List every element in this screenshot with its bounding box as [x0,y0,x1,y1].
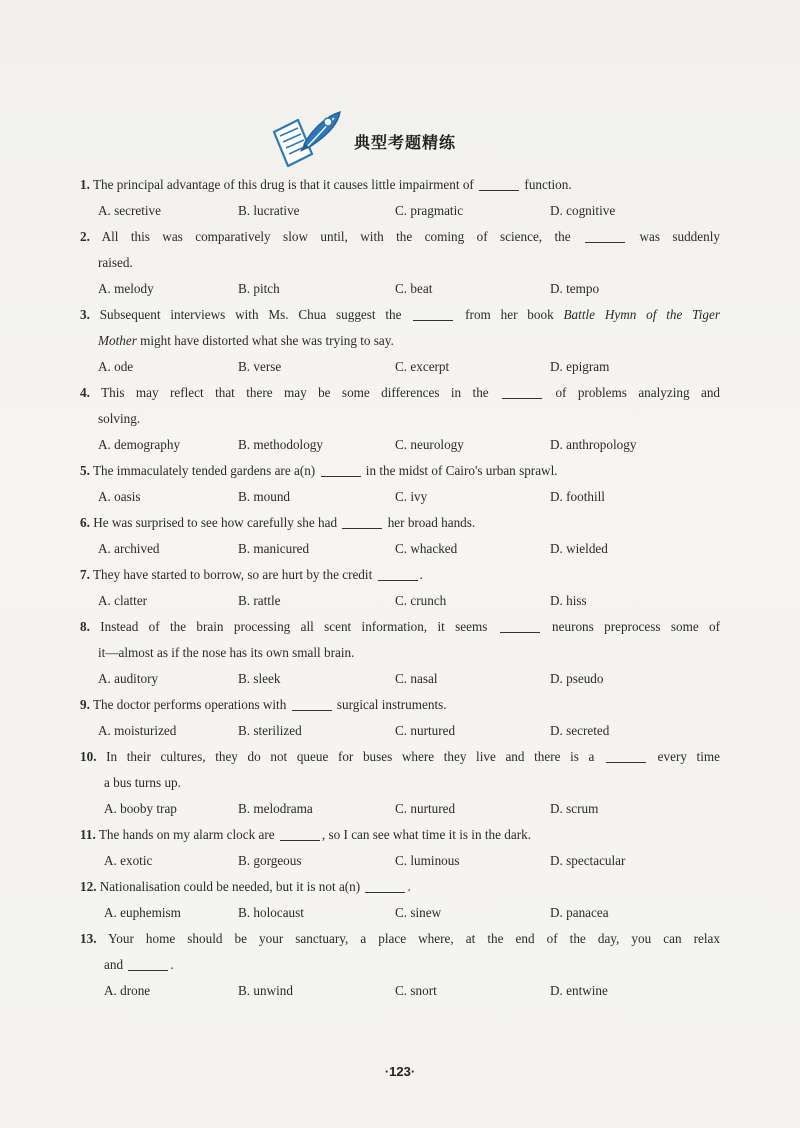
answer-options [80,198,720,224]
option-b: B. unwind [238,983,293,998]
option-b: B. manicured [238,541,310,556]
option-a: A. melody [98,281,154,296]
page-number: ·123· [384,1064,416,1079]
question-list [80,172,720,1004]
option-b: B. mound [238,489,291,504]
option-c: C. sinew [395,905,442,920]
option-a: A. auditory [98,671,159,686]
option-c: C. beat [395,281,433,296]
option-c: C. nurtured [395,723,456,738]
question-text-line [80,510,720,536]
question-text: This may reflect that there may be some differences in the [101,385,501,400]
question-item [80,510,720,562]
option-b: B. lucrative [238,203,300,218]
option-c: C. neurology [395,437,464,452]
option-b: B. sleek [238,671,281,686]
option-a: A. moisturized [98,723,177,738]
option-a: A. archived [98,541,160,556]
answer-blank [413,306,453,321]
option-b: B. holocaust [238,905,304,920]
question-text-line [80,328,720,354]
question-text: function. [521,177,572,192]
option-d: D. hiss [550,593,587,608]
answer-blank [128,956,168,971]
question-text-line [80,406,720,432]
option-d: D. pseudo [550,671,604,686]
question-text: solving. [98,411,141,426]
question-text: raised. [98,255,133,270]
question-text-line [80,250,720,276]
question-text: All this was comparatively slow until, with the coming of science, the [101,229,584,244]
question-number: 10. [80,749,97,764]
question-text-line [80,874,720,900]
option-c: C. luminous [395,853,460,868]
question-text: it—almost as if the nose has its own small brain. [98,645,355,660]
option-d: D. tempo [550,281,600,296]
option-b: B. gorgeous [238,853,302,868]
question-text-line [80,770,720,796]
section-title: 典型考题精练 [354,133,457,152]
answer-options [80,276,720,302]
question-text: from her book [455,307,564,322]
question-number: 4. [80,385,90,400]
question-text: Instead of the brain processing all scent information, it seems [100,619,498,634]
option-c: C. snort [395,983,437,998]
answer-options [80,588,720,614]
option-c: C. whacked [395,541,458,556]
answer-blank [585,228,625,243]
answer-blank [342,514,382,529]
option-b: B. pitch [238,281,280,296]
question-item [80,562,720,614]
option-c: C. nasal [395,671,438,686]
question-item [80,822,720,874]
answer-options [80,484,720,510]
answer-options [80,354,720,380]
question-item [80,224,720,302]
question-text-line [80,640,720,666]
option-c: C. pragmatic [395,203,464,218]
answer-options [80,432,720,458]
book-title-text: Mother [98,333,137,348]
option-d: D. anthropology [550,437,637,452]
answer-options [80,900,720,926]
question-text-line [80,952,720,978]
option-d: D. spectacular [550,853,626,868]
answer-options [80,796,720,822]
question-text: The hands on my alarm clock are [98,827,278,842]
question-text: every time [648,749,720,764]
option-a: A. exotic [104,853,153,868]
question-item [80,302,720,380]
question-text: . [419,567,423,582]
question-number: 3. [80,307,90,322]
question-text: in the midst of Cairo's urban sprawl. [362,463,558,478]
question-text-line [80,172,720,198]
question-text-line [80,224,720,250]
question-item [80,744,720,822]
question-text-line [80,822,720,848]
option-d: D. panacea [550,905,609,920]
option-b: B. melodrama [238,801,313,816]
question-text: He was surprised to see how carefully she had [93,515,341,530]
question-text: surgical instruments. [333,697,447,712]
question-text: a bus turns up. [104,775,181,790]
answer-blank [479,176,519,191]
option-c: C. nurtured [395,801,456,816]
question-number: 13. [80,931,97,946]
question-text-line [80,302,720,328]
question-item [80,874,720,926]
option-d: D. cognitive [550,203,616,218]
option-a: A. booby trap [104,801,177,816]
answer-options [80,536,720,562]
question-number: 8. [80,619,90,634]
answer-options [80,848,720,874]
question-text: and [104,957,127,972]
question-text-line [80,926,720,952]
option-b: B. rattle [238,593,281,608]
option-a: A. drone [104,983,151,998]
question-number: 6. [80,515,90,530]
answer-options [80,718,720,744]
option-b: B. methodology [238,437,323,452]
quill-paper-icon [268,108,348,168]
option-b: B. verse [238,359,282,374]
question-number: 5. [80,463,90,478]
answer-blank [321,462,361,477]
option-d: D. epigram [550,359,610,374]
question-text: might have distorted what she was trying to say. [136,333,394,348]
answer-blank [365,878,405,893]
question-number: 9. [80,697,90,712]
section-header [0,108,800,168]
question-text: The principal advantage of this drug is that it causes little impairment of [92,177,478,192]
answer-blank [500,618,540,633]
question-item [80,614,720,692]
question-text-line [80,692,720,718]
question-number: 2. [80,229,90,244]
option-d: D. entwine [550,983,608,998]
question-text: of problems analyzing and [544,385,720,400]
option-a: A. oasis [98,489,141,504]
question-text-line [80,614,720,640]
question-text: neurons preprocess some of [541,619,720,634]
book-title-text: Battle Hymn of the Tiger [563,307,720,322]
option-c: C. excerpt [395,359,450,374]
question-text: Your home should be your sanctuary, a place where, at the end of the day, you can relax [108,931,720,946]
question-item [80,172,720,224]
question-text: , so I can see what time it is in the dark. [321,827,532,842]
question-text-line [80,562,720,588]
question-text: . [170,957,174,972]
option-b: B. sterilized [238,723,302,738]
option-a: A. secretive [98,203,161,218]
question-text: . [407,879,411,894]
answer-blank [606,748,646,763]
question-text: The immaculately tended gardens are a(n) [92,463,319,478]
answer-blank [378,566,418,581]
question-item [80,926,720,1004]
answer-blank [292,696,332,711]
answer-blank [502,384,542,399]
answer-blank [280,826,320,841]
option-d: D. secreted [550,723,610,738]
option-a: A. ode [98,359,134,374]
question-number: 11. [80,827,96,842]
option-d: D. scrum [550,801,599,816]
question-item [80,458,720,510]
question-number: 1. [80,177,90,192]
question-number: 12. [80,879,97,894]
question-item [80,692,720,744]
option-d: D. foothill [550,489,605,504]
question-text: They have started to borrow, so are hurt by the credit [92,567,376,582]
option-a: A. demography [98,437,181,452]
question-text-line [80,380,720,406]
question-text: The doctor performs operations with [92,697,290,712]
option-c: C. crunch [395,593,447,608]
question-text: her broad hands. [384,515,476,530]
option-a: A. clatter [98,593,148,608]
question-item [80,380,720,458]
question-text: Subsequent interviews with Ms. Chua suggest the [99,307,412,322]
question-text: was suddenly [627,229,720,244]
answer-options [80,666,720,692]
question-text: In their cultures, they do not queue for buses where they live and there is a [106,749,605,764]
option-d: D. wielded [550,541,608,556]
question-text-line [80,458,720,484]
question-number: 7. [80,567,90,582]
option-c: C. ivy [395,489,428,504]
question-text: Nationalisation could be needed, but it is not a(n) [99,879,364,894]
question-text-line [80,744,720,770]
option-a: A. euphemism [104,905,181,920]
answer-options [80,978,720,1004]
